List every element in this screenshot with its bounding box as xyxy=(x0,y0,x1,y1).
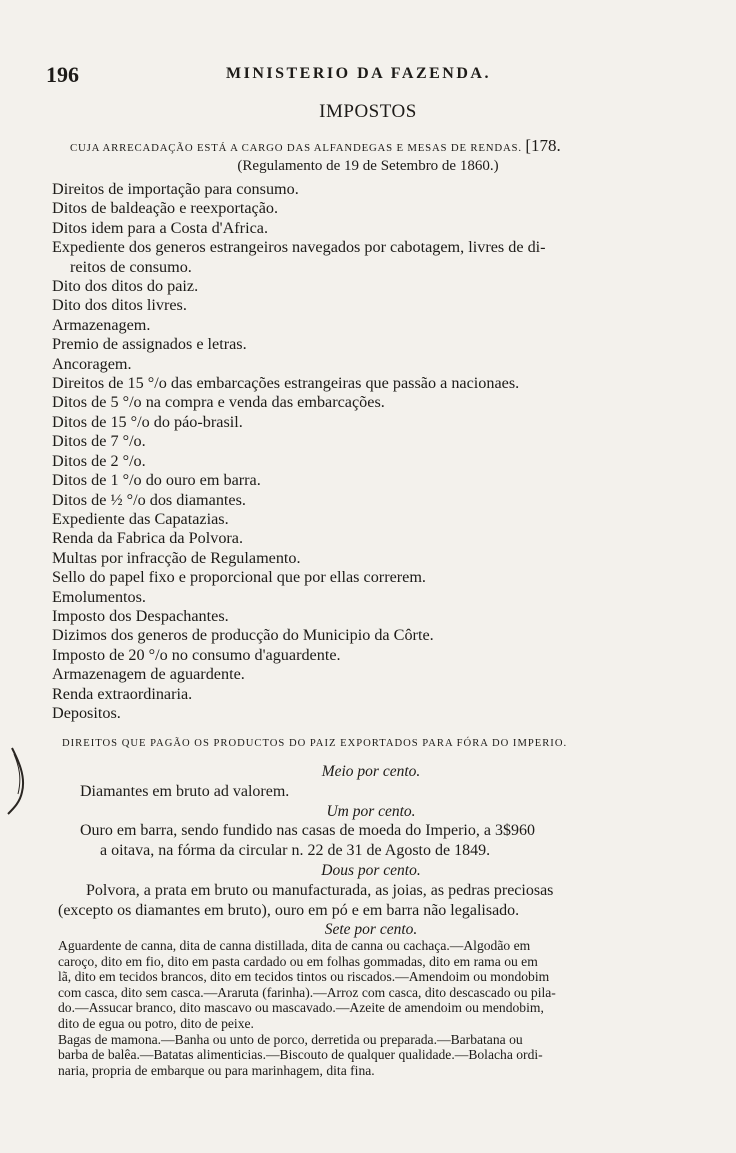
tax-item: Dizimos dos generos de producção do Municipio da Côrte. xyxy=(52,626,434,645)
tax-item: Renda extraordinaria. xyxy=(52,684,193,703)
tax-item: Ancoragem. xyxy=(52,354,132,373)
rate-line: Ouro em barra, sendo fundido nas casas de moeda do Imperio, a 3$960 xyxy=(80,822,535,840)
tax-item: Dito dos ditos do paiz. xyxy=(52,277,199,296)
product-line: do.—Assucar branco, dito mascavo ou mascavado.—Azeite de amendoim ou mendobim, xyxy=(58,1000,544,1016)
tax-item: Multas por infracção de Regulamento. xyxy=(52,548,301,567)
tax-list xyxy=(52,180,682,723)
tax-item: Direitos de importação para consumo. xyxy=(52,180,299,198)
tax-item: Emolumentos. xyxy=(52,587,146,606)
tax-item: Premio de assignados e letras. xyxy=(52,335,247,354)
tax-item: Armazenagem. xyxy=(52,315,151,334)
tax-item: Expediente das Capatazias. xyxy=(52,509,229,528)
product-line: naria, propria de embarque ou para marinhagem, dita fina. xyxy=(58,1062,375,1078)
tax-item: Sello do papel fixo e proporcional que por ellas correrem. xyxy=(52,568,426,587)
product-line: com casca, dito sem casca.—Araruta (farinha).—Arroz com casca, dito descascado ou pila- xyxy=(58,984,556,1000)
tax-item: Ditos de 15 °/o do páo-brasil. xyxy=(52,412,243,431)
tax-item: Ditos de baldeação e reexportação. xyxy=(52,199,279,218)
tax-item: Ditos de ½ °/o dos diamantes. xyxy=(52,490,246,509)
rate-heading-half: Meio por cento. xyxy=(321,763,421,780)
product-line: caroço, dito em fio, dito em pasta cardado ou em folhas gommadas, dito em rama ou em xyxy=(58,953,538,969)
tax-item: Armazenagem de aguardente. xyxy=(52,665,245,684)
rate-line: Diamantes em bruto ad valorem. xyxy=(80,782,290,800)
seven-percent-products xyxy=(58,938,684,1078)
tax-item: Direitos de 15 °/o das embarcações estrangeiras que passão a nacionaes. xyxy=(52,374,520,393)
tax-item: Imposto de 20 °/o no consumo d'aguardente. xyxy=(52,645,341,664)
tax-item: Expediente dos generos estrangeiros navegados por cabotagem, livres de di- xyxy=(52,238,546,257)
regulation-reference: (Regulamento de 19 de Setembro de 1860.) xyxy=(237,158,499,174)
tax-item: Imposto dos Despachantes. xyxy=(52,606,229,625)
export-duties-block xyxy=(58,762,684,940)
section-subtitle xyxy=(70,136,720,156)
tax-item-continuation: reitos de consumo. xyxy=(70,257,192,276)
rate-line: a oitava, na fórma da circular n. 22 de 31 de Agosto de 1849. xyxy=(100,842,491,860)
tax-item: Depositos. xyxy=(52,703,121,722)
page-number: 196 xyxy=(46,62,79,87)
tax-item: Ditos idem para a Costa d'Africa. xyxy=(52,218,268,237)
tax-item: Ditos de 5 °/o na compra e venda das embarcações. xyxy=(52,393,385,412)
product-line: Aguardente de canna, dita de canna distillada, dita de canna ou cachaça.—Algodão em xyxy=(58,938,531,953)
product-line: dito de egua ou potro, dito de peixe. xyxy=(58,1015,254,1031)
tax-item: Renda da Fabrica da Polvora. xyxy=(52,529,244,548)
tax-item: Ditos de 2 °/o. xyxy=(52,451,146,470)
rate-line: Polvora, a prata em bruto ou manufacturada, as joias, as pedras preciosas xyxy=(86,881,554,899)
rate-heading-two: Dous por cento. xyxy=(321,861,421,879)
tax-item: Ditos de 1 °/o do ouro em barra. xyxy=(52,471,261,490)
product-line: barba de balêa.—Batatas alimenticias.—Biscouto de qualquer qualidade.—Bolacha ordi- xyxy=(58,1047,543,1063)
section-title: IMPOSTOS xyxy=(319,101,417,122)
running-title: MINISTERIO DA FAZENDA. xyxy=(226,65,491,82)
rate-heading-seven: Sete por cento. xyxy=(324,921,418,939)
product-line: lã, dito em tecidos brancos, dito em tecidos tintos ou riscados.—Amendoim ou mondobim xyxy=(58,969,550,985)
product-line: Bagas de mamona.—Banha ou unto de porco, derretida ou preparada.—Barbatana ou xyxy=(58,1031,523,1047)
tax-item: Ditos de 7 °/o. xyxy=(52,432,146,451)
page-header xyxy=(46,62,686,86)
subtitle-number: [178. xyxy=(525,136,561,155)
export-duties-heading: DIREITOS QUE PAGÃO OS PRODUCTOS DO PAIZ EXPORTADOS PARA FÓRA DO IMPERIO. xyxy=(62,738,568,749)
subtitle-text: CUJA ARRECADAÇÃO ESTÁ A CARGO DAS ALFANDEGAS E MESAS DE RENDAS. xyxy=(70,142,522,154)
tax-item: Dito dos ditos livres. xyxy=(52,296,187,315)
rate-heading-one: Um por cento. xyxy=(326,802,416,820)
binding-mark xyxy=(4,746,28,816)
rate-line: (excepto os diamantes em bruto), ouro em pó e em barra não legalisado. xyxy=(58,901,520,919)
